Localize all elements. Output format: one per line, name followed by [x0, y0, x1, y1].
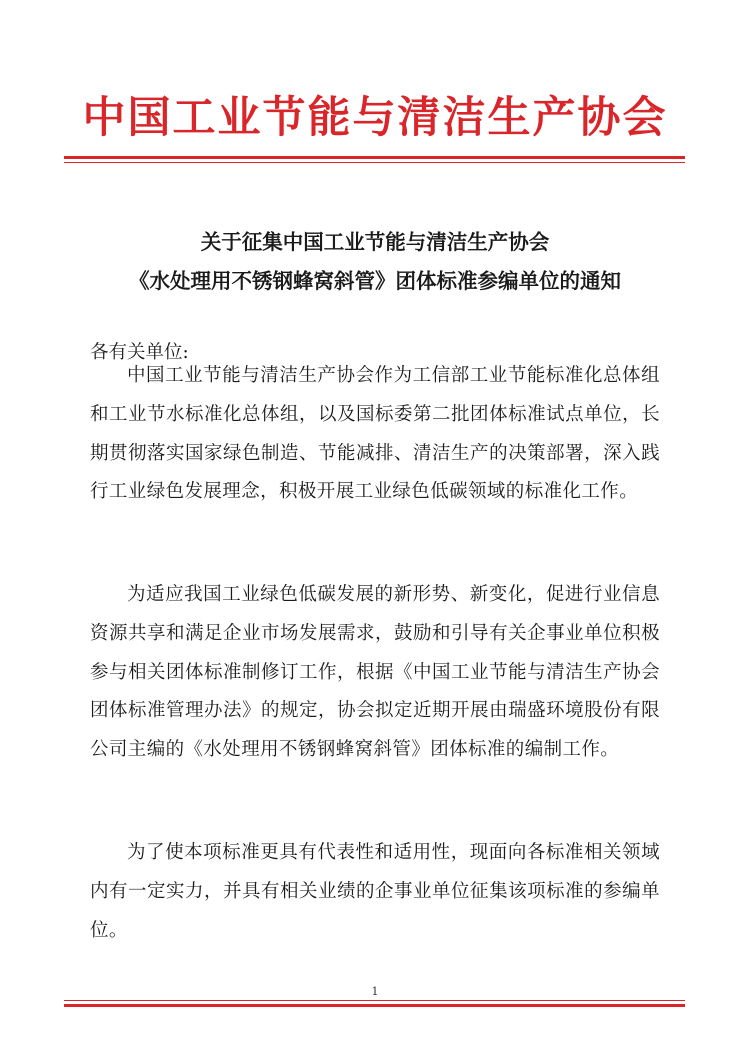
page-number: 1 [371, 985, 379, 998]
notice-title-line1: 关于征集中国工业节能与清洁生产协会 [200, 230, 550, 254]
letterhead-org-name: 中国工业节能与清洁生产协会 [82, 93, 668, 143]
paragraph-2: 为适应我国工业绿色低碳发展的新形势、新变化，促进行业信息资源共享和满足企业市场发展需求，鼓励和引导有关企事业单位积极参与相关团体标准制修订工作，根据《中国工业节能与清洁生产协会团体标准管理办法》的规定，协会拟定近期开展由瑞盛环境股份有限公司主编的《水处理用不锈钢蜂窝斜管》团体标准的编制工作。 [90, 584, 660, 761]
paragraph-1: 中国工业节能与清洁生产协会作为工信部工业节能标准化总体组和工业节水标准化总体组，以及国标委第二批团体标准试点单位，长期贯彻落实国家绿色制造、节能减排、清洁生产的决策部署，深入践行工业绿色发展理念，积极开展工业绿色低碳领域的标准化工作。 [90, 365, 660, 503]
letterhead-rule-thin [64, 162, 685, 163]
footer-rule-thick [64, 1004, 685, 1007]
salutation: 各有关单位: [90, 342, 189, 363]
letterhead-rule-thick [64, 156, 685, 159]
footer-rule-thin [64, 1000, 685, 1001]
notice-title-line2: 《水处理用不锈钢蜂窝斜管》团体标准参编单位的通知 [129, 269, 621, 293]
paragraph-3: 为了使本项标准更具有代表性和适用性，现面向各标准相关领域内有一定实力，并具有相关业绩的企事业单位征集该项标准的参编单位。 [90, 842, 660, 941]
